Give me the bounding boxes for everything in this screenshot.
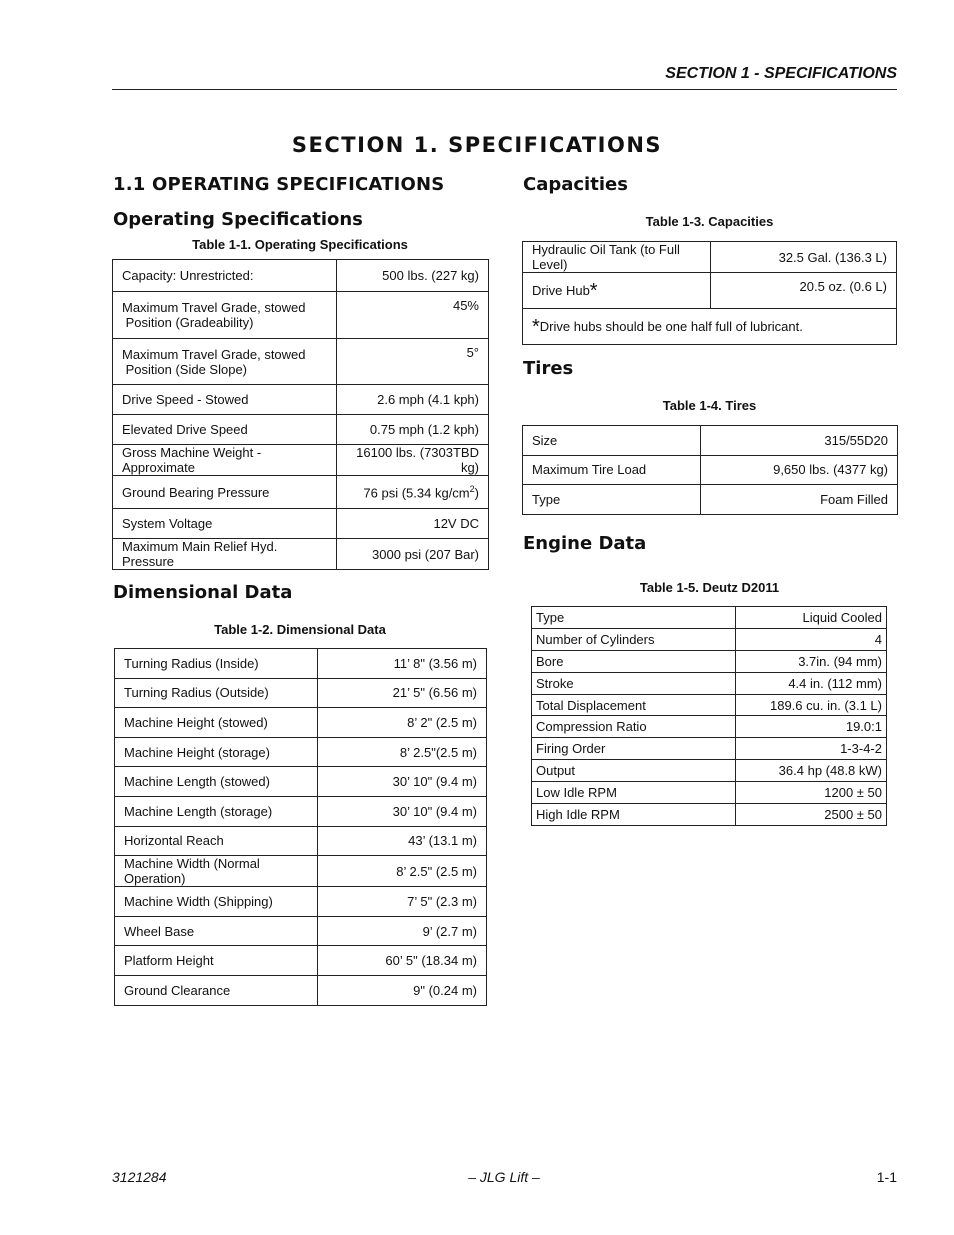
footnote-text: Drive hubs should be one half full of lubricant. — [539, 319, 803, 334]
spec-label: Gross Machine Weight - Approximate — [113, 445, 337, 476]
spec-value-main: 76 psi (5.34 kg/cm — [363, 485, 470, 501]
table-row — [532, 782, 887, 804]
table-row — [115, 767, 487, 797]
running-header: SECTION 1 - SPECIFICATIONS — [665, 65, 897, 82]
table-row — [115, 856, 487, 887]
spec-label: Hydraulic Oil Tank (to Full Level) — [523, 242, 711, 273]
spec-value: 9" (0.24 m) — [318, 975, 487, 1005]
spec-value: 5° — [336, 339, 489, 385]
spec-value: 2.6 mph (4.1 kph) — [336, 385, 489, 415]
table-row — [113, 339, 489, 385]
spec-label: Machine Height (storage) — [115, 737, 318, 767]
spec-value: Foam Filled — [700, 485, 897, 515]
spec-label — [113, 292, 337, 339]
table-row — [523, 426, 898, 456]
table-row — [115, 975, 487, 1005]
table-row — [113, 509, 489, 539]
spec-value: 2500 ± 50 — [736, 804, 887, 826]
tires-heading: Tires — [523, 358, 574, 379]
table-row — [532, 607, 887, 629]
spec-label: Compression Ratio — [532, 716, 736, 738]
spec-value: 32.5 Gal. (136.3 L) — [710, 242, 896, 273]
table-row — [115, 708, 487, 738]
engine-data-caption: Table 1-5. Deutz D2011 — [639, 580, 780, 595]
spec-value: 315/55D20 — [700, 426, 897, 456]
table-row — [532, 716, 887, 738]
spec-value: 45% — [336, 292, 489, 339]
spec-label — [523, 273, 711, 309]
spec-value: 43’ (13.1 m) — [318, 826, 487, 856]
spec-label: Maximum Tire Load — [523, 455, 701, 485]
table-row — [523, 309, 897, 345]
table-row — [113, 445, 489, 476]
dimensional-data-caption: Table 1-2. Dimensional Data — [214, 622, 386, 637]
spec-label: Machine Height (stowed) — [115, 708, 318, 738]
spec-value — [336, 476, 489, 509]
footnote — [523, 309, 897, 345]
table-row — [115, 796, 487, 826]
spec-value: 11’ 8" (3.56 m) — [318, 649, 487, 679]
spec-value: 60’ 5" (18.34 m) — [318, 946, 487, 976]
spec-label: Bore — [532, 650, 736, 672]
capacities-table — [522, 241, 897, 345]
table-row — [113, 292, 489, 339]
spec-label: Type — [532, 607, 736, 629]
spec-value: 189.6 cu. in. (3.1 L) — [736, 694, 887, 716]
spec-label: Elevated Drive Speed — [113, 415, 337, 445]
operating-specs-caption: Table 1-1. Operating Specifications — [192, 237, 408, 252]
page-number: 1-1 — [876, 1169, 897, 1185]
table-row — [523, 455, 898, 485]
spec-value: 8’ 2" (2.5 m) — [318, 708, 487, 738]
spec-value: 4.4 in. (112 mm) — [736, 672, 887, 694]
spec-value: 0.75 mph (1.2 kph) — [336, 415, 489, 445]
spec-value: Liquid Cooled — [736, 607, 887, 629]
spec-label-line2: Position (Gradeability) — [122, 315, 254, 330]
spec-value: 12V DC — [336, 509, 489, 539]
spec-value: 8’ 2.5"(2.5 m) — [318, 737, 487, 767]
operating-specs-table — [112, 259, 489, 570]
table-row — [115, 946, 487, 976]
spec-value-end: ) — [474, 485, 479, 501]
spec-value: 9’ (2.7 m) — [318, 916, 487, 946]
engine-data-heading: Engine Data — [523, 533, 647, 554]
spec-label: Number of Cylinders — [532, 628, 736, 650]
spec-label: Horizontal Reach — [115, 826, 318, 856]
spec-label: Drive Speed - Stowed — [113, 385, 337, 415]
spec-label: Stroke — [532, 672, 736, 694]
spec-label: Size — [523, 426, 701, 456]
spec-label: High Idle RPM — [532, 804, 736, 826]
table-row — [532, 694, 887, 716]
spec-label-line1: Maximum Travel Grade, stowed — [122, 346, 306, 362]
spec-value: 7’ 5" (2.3 m) — [318, 887, 487, 917]
table-row — [113, 260, 489, 292]
spec-label: Machine Width (Shipping) — [115, 887, 318, 917]
spec-label: Ground Clearance — [115, 975, 318, 1005]
capacities-caption: Table 1-3. Capacities — [645, 214, 774, 229]
table-row — [115, 649, 487, 679]
spec-value: 36.4 hp (48.8 kW) — [736, 760, 887, 782]
spec-value: 1-3-4-2 — [736, 738, 887, 760]
page-title: SECTION 1. SPECIFICATIONS — [291, 133, 663, 157]
spec-label: Turning Radius (Outside) — [115, 678, 318, 708]
document-number: 3121284 — [112, 1169, 167, 1185]
spec-label: Output — [532, 760, 736, 782]
tires-caption: Table 1-4. Tires — [662, 398, 757, 413]
spec-label: Total Displacement — [532, 694, 736, 716]
spec-value: 20.5 oz. (0.6 L) — [710, 273, 896, 309]
spec-label: Low Idle RPM — [532, 782, 736, 804]
spec-value: 4 — [736, 628, 887, 650]
spec-label: System Voltage — [113, 509, 337, 539]
spec-label: Wheel Base — [115, 916, 318, 946]
dimensional-data-heading: Dimensional Data — [113, 582, 293, 603]
spec-value: 500 lbs. (227 kg) — [336, 260, 489, 292]
spec-label-text: Drive Hub — [532, 283, 590, 298]
spec-value: 19.0:1 — [736, 716, 887, 738]
operating-specs-heading: Operating Specifications — [113, 209, 363, 230]
spec-value: 9,650 lbs. (4377 kg) — [700, 455, 897, 485]
spec-label: Machine Width (Normal Operation) — [115, 856, 318, 887]
spec-value: 21’ 5" (6.56 m) — [318, 678, 487, 708]
table-row — [532, 672, 887, 694]
table-row — [115, 826, 487, 856]
table-row — [113, 415, 489, 445]
spec-value: 8’ 2.5" (2.5 m) — [318, 856, 487, 887]
table-row — [532, 738, 887, 760]
engine-data-table — [531, 606, 887, 826]
table-row — [532, 760, 887, 782]
table-row — [523, 273, 897, 309]
spec-value-sup: 2 — [469, 483, 475, 494]
spec-label — [113, 339, 337, 385]
spec-label: Firing Order — [532, 738, 736, 760]
spec-value: 30’ 10" (9.4 m) — [318, 767, 487, 797]
spec-label: Machine Length (storage) — [115, 796, 318, 826]
section-heading: 1.1 OPERATING SPECIFICATIONS — [113, 174, 445, 195]
spec-value: 3.7in. (94 mm) — [736, 650, 887, 672]
capacities-heading: Capacities — [523, 174, 628, 195]
spec-label: Platform Height — [115, 946, 318, 976]
table-row — [523, 242, 897, 273]
spec-label: Turning Radius (Inside) — [115, 649, 318, 679]
dimensional-data-table — [114, 648, 487, 1006]
spec-label-line2: Position (Side Slope) — [122, 361, 248, 377]
table-row — [113, 476, 489, 509]
header-rule — [112, 89, 897, 90]
table-row — [113, 385, 489, 415]
table-row — [532, 628, 887, 650]
table-row — [532, 650, 887, 672]
table-row — [115, 737, 487, 767]
spec-label: Type — [523, 485, 701, 515]
table-row — [115, 678, 487, 708]
table-row — [115, 887, 487, 917]
spec-value: 16100 lbs. (7303TBD kg) — [336, 445, 489, 476]
spec-label: Maximum Main Relief Hyd. Pressure — [113, 539, 337, 570]
tires-table — [522, 425, 898, 515]
spec-label-line1: Maximum Travel Grade, stowed — [122, 300, 306, 315]
spec-value: 1200 ± 50 — [736, 782, 887, 804]
table-row — [523, 485, 898, 515]
spec-label: Capacity: Unrestricted: — [113, 260, 337, 292]
spec-value: 3000 psi (207 Bar) — [336, 539, 489, 570]
footnote-star: * — [532, 316, 540, 338]
footer-center-text: – JLG Lift – — [468, 1169, 540, 1185]
table-row — [113, 539, 489, 570]
spec-label: Machine Length (stowed) — [115, 767, 318, 797]
table-row — [115, 916, 487, 946]
table-row — [532, 804, 887, 826]
spec-value: 30’ 10" (9.4 m) — [318, 796, 487, 826]
spec-label: Ground Bearing Pressure — [113, 476, 337, 509]
footnote-star: * — [589, 280, 598, 302]
